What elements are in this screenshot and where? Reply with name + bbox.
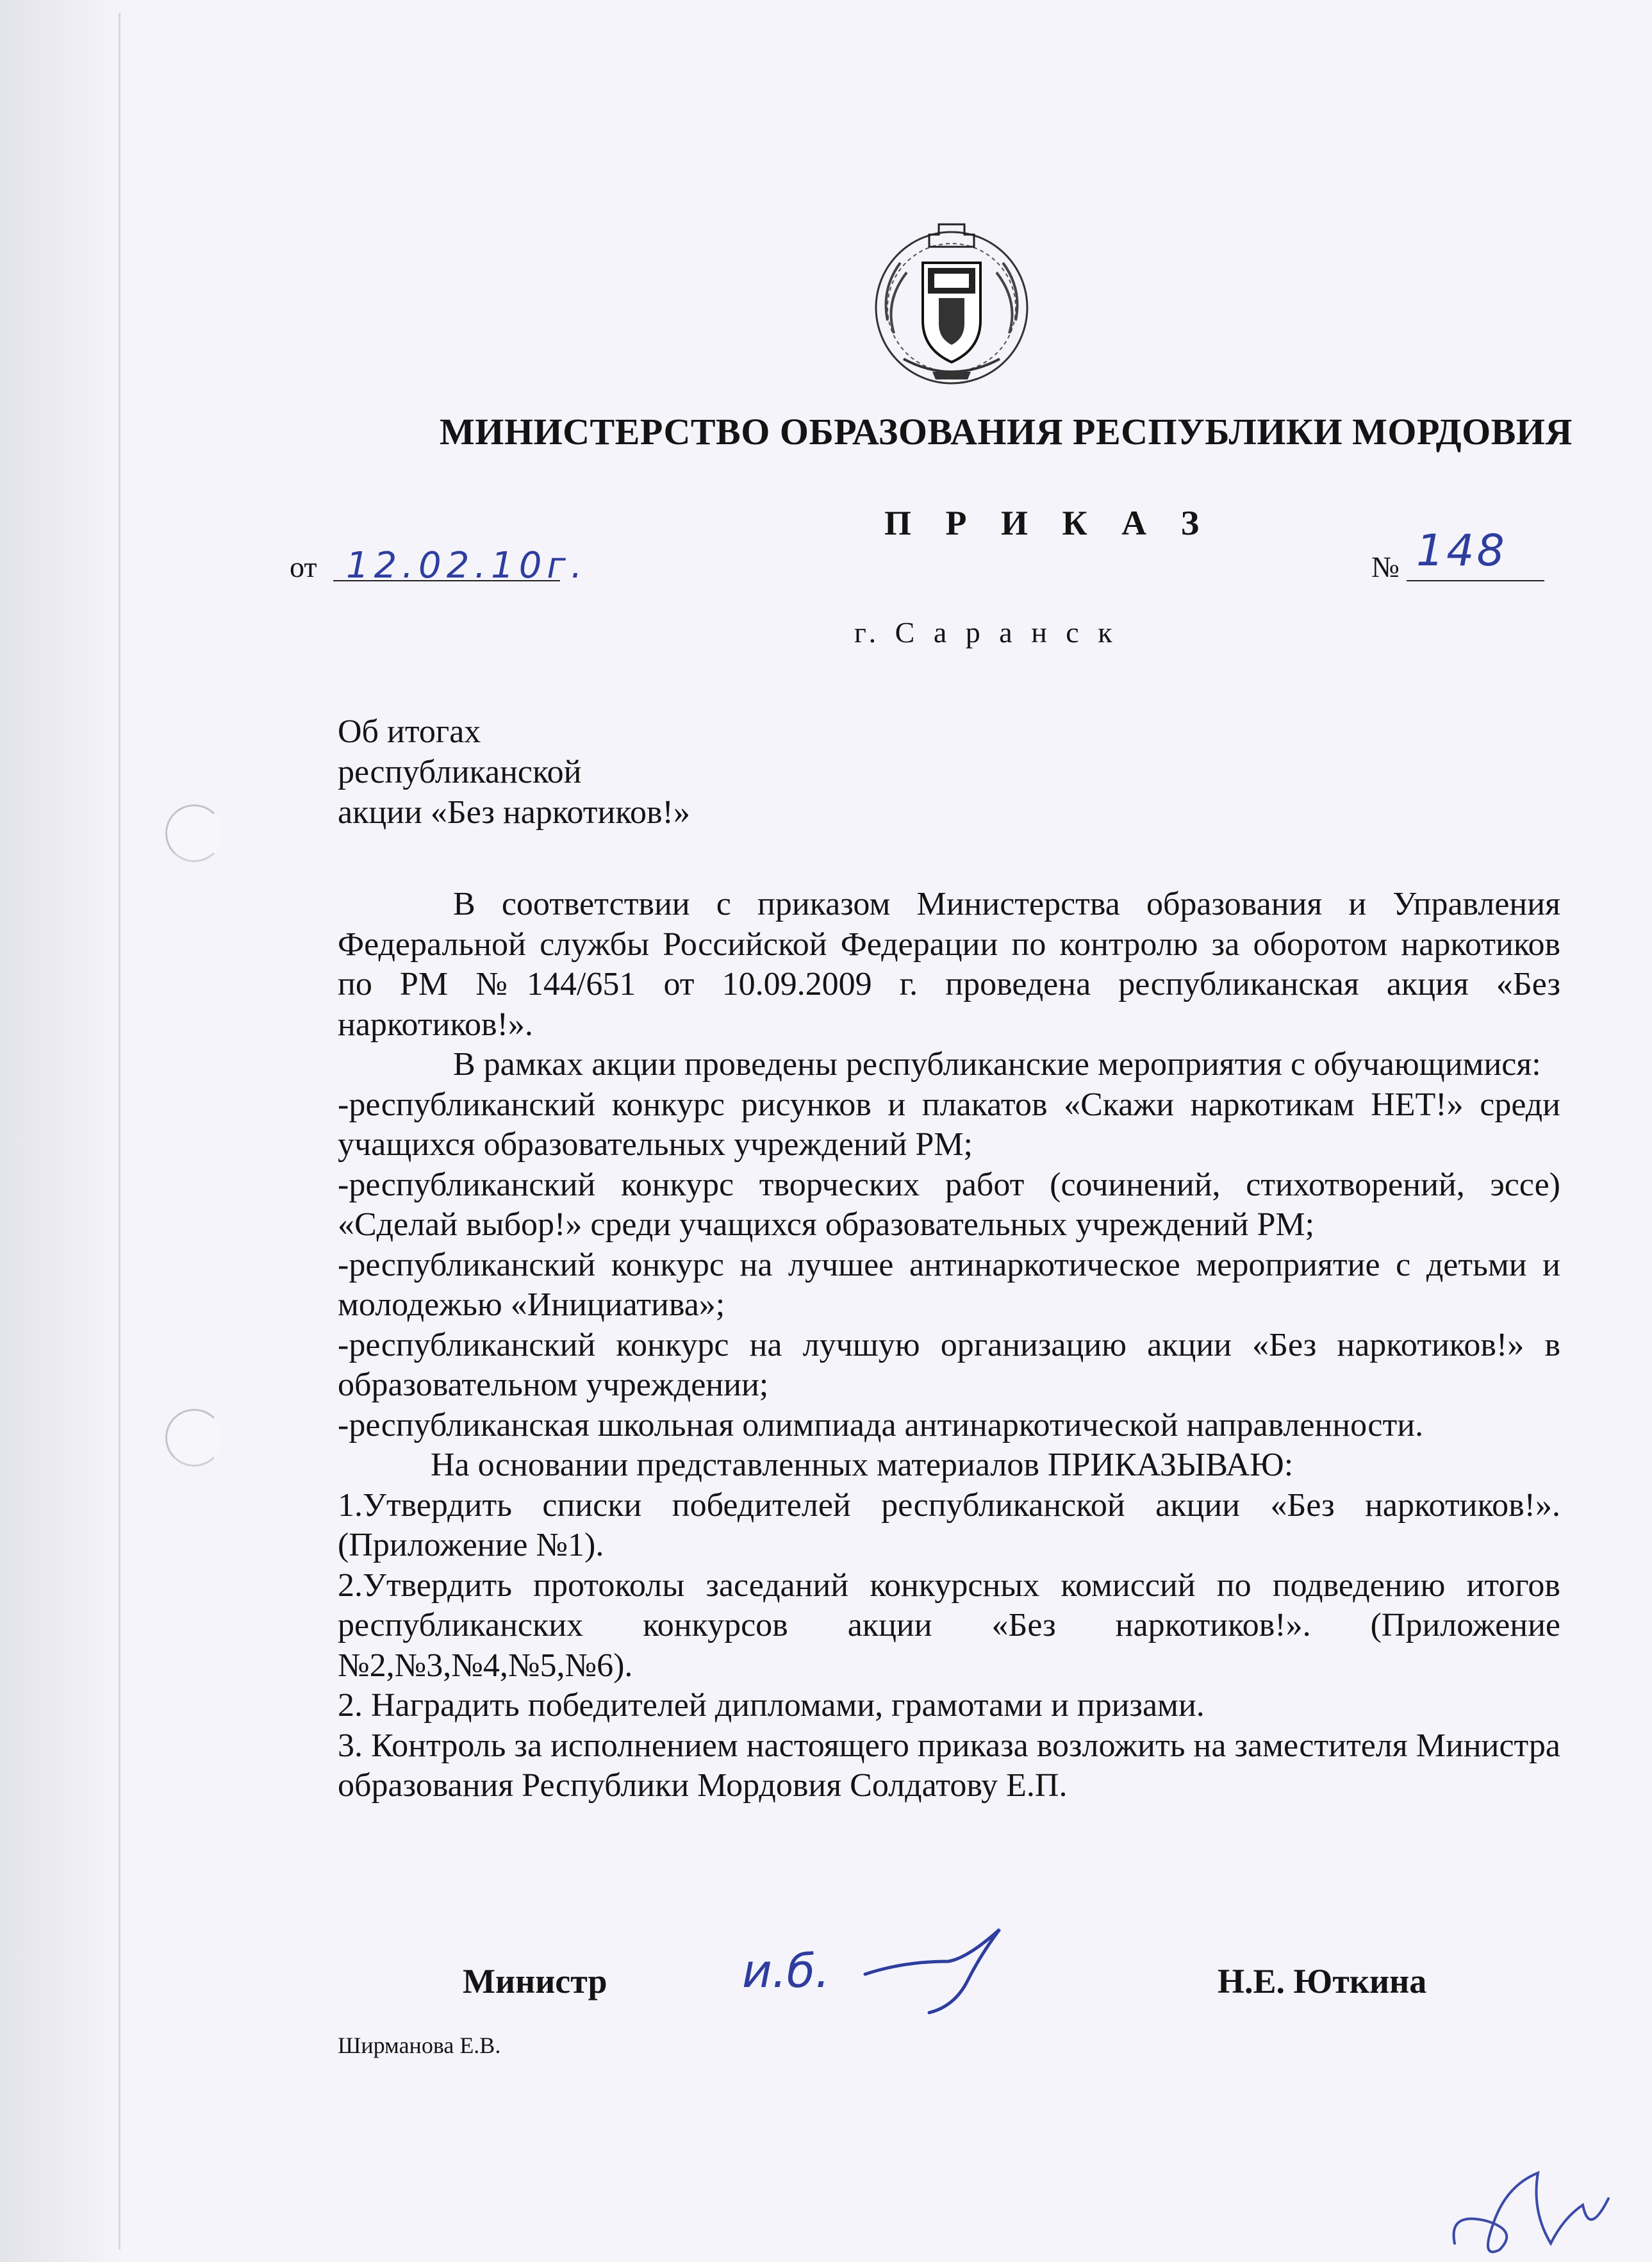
handwritten-signature [737,1917,1057,2019]
subject-line: акции «Без наркотиков!» [338,794,690,831]
handwritten-number: 148 [1416,526,1507,576]
signatory-position: Министр [463,1962,607,2000]
order-item: 3. Контроль за исполнением настоящего приказа возложить на заместителя Министра образования Республики Мордовия Солдатову Е.П. [338,1727,1560,1804]
punch-hole-lower [165,1409,223,1467]
body-paragraph: На основании представленных материалов ПРИКАЗЫВАЮ: [431,1447,1294,1483]
number-underline [1407,580,1544,581]
body-list-item: -республиканский конкурс рисунков и плакатов «Скажи наркотикам НЕТ!» среди учащихся образовательных учреждений РМ; [338,1086,1560,1163]
coat-of-arms-emblem [862,212,1041,391]
executor-name: Ширманова Е.В. [338,2033,501,2058]
body-paragraph: В соответствии с приказом Министерства образования и Управления Федеральной службы Российской Федерации по контролю за оборотом наркотиков по РМ №144/651 от 10.09.2009 г. проведена республиканская акция «Без наркотиков!». [338,886,1560,1043]
body-list-item: -республиканская школьная олимпиада антинаркотической направленности. [338,1406,1424,1443]
body-list-item: -республиканский конкурс на лучшую организацию акции «Без наркотиков!» в образовательном учреждении; [338,1326,1560,1403]
order-item: 2. Наградить победителей дипломами, грамотами и призами. [338,1687,1205,1724]
handwritten-initials [1442,2160,1634,2262]
paper-left-shadow [0,0,122,2262]
order-item: 1.Утвердить списки победителей республиканской акции «Без наркотиков!». (Приложение №1). [338,1486,1560,1563]
punch-hole-upper [165,804,223,862]
signatory-name: Н.Е. Юткина [1218,1962,1427,2000]
ministry-title: МИНИСТЕРСТВО ОБРАЗОВАНИЯ РЕСПУБЛИКИ МОРДОВИЯ [440,411,1573,453]
handwritten-mark: и.б. [742,1944,830,1998]
order-body [338,885,1560,1806]
body-list-item: -республиканский конкурс на лучшее антинаркотическое мероприятие с детьми и молодежью «Инициатива»; [338,1246,1560,1323]
order-item: 2.Утвердить протоколы заседаний конкурсных комиссий по подведению итогов республиканских конкурсов акции «Без наркотиков!». (Приложение №2,№3,№4,№5,№6). [338,1567,1560,1684]
document-type-title: П Р И К А З [884,504,1212,542]
body-paragraph: В рамках акции проведены республиканские мероприятия с обучающимися: [453,1046,1541,1083]
body-list-item: -республиканский конкурс творческих работ (сочинений, стихотворений, эссе) «Сделай выбор!» среди учащихся образовательных учреждений РМ; [338,1166,1560,1243]
handwritten-date: 12.02.10г. [346,545,588,586]
number-prefix: № [1371,551,1400,583]
subject-line: республиканской [338,754,582,790]
subject-line: Об итогах [338,713,481,750]
paper-edge [119,13,120,2250]
date-prefix: от [290,551,317,583]
subject-block [338,711,690,833]
city-line: г. С а р а н с к [854,616,1118,649]
